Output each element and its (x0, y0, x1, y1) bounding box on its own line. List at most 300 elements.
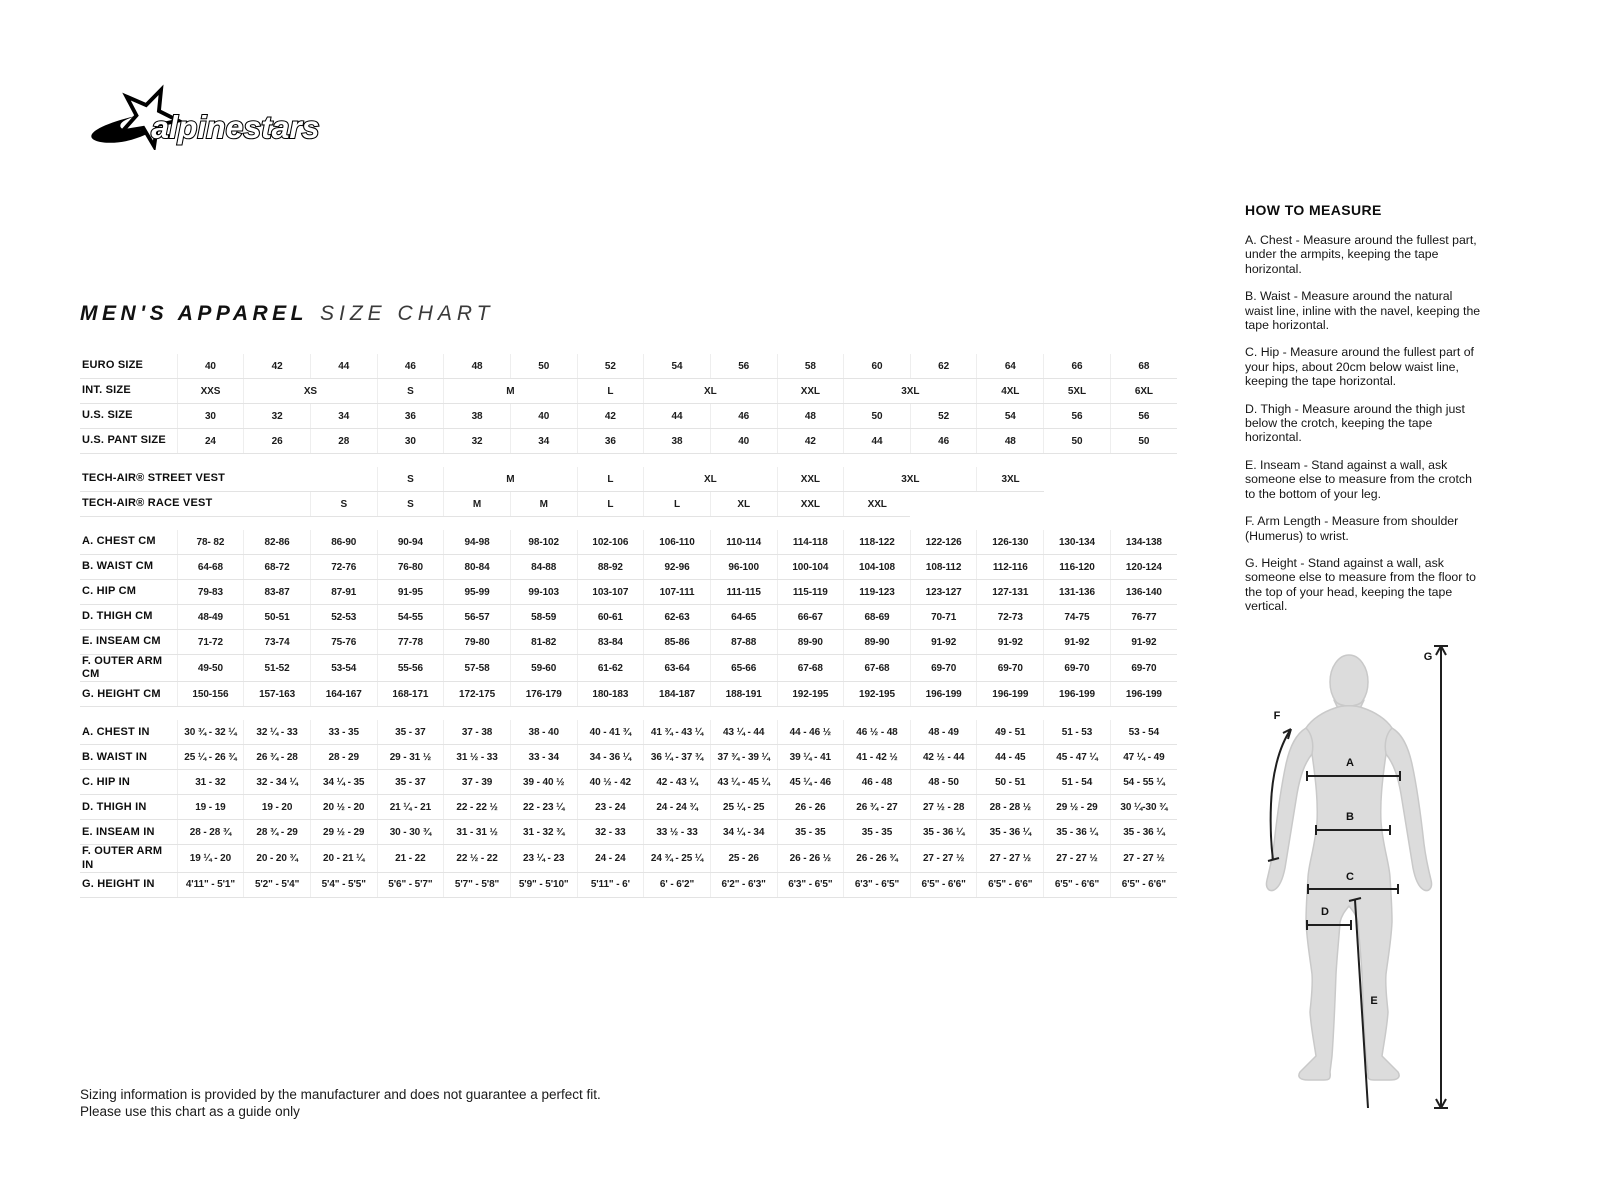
size-table-row (80, 630, 1177, 655)
size-cell: 48 (977, 429, 1044, 454)
size-cell: 6' - 6'2" (644, 872, 711, 897)
size-cell: 44 - 46 ½ (777, 720, 844, 745)
size-cell: 51-52 (244, 655, 311, 682)
size-cell: 28 ¾ - 29 (244, 820, 311, 845)
size-cell: 5'4" - 5'5" (310, 872, 377, 897)
size-cell: 24 ¾ - 25 ¼ (644, 845, 711, 872)
size-cell: 188-191 (710, 682, 777, 707)
row-label: TECH-AIR® RACE VEST (80, 492, 310, 517)
size-cell: 4XL (977, 379, 1044, 404)
size-cell: 46 (377, 354, 444, 379)
size-cell: 67-68 (844, 655, 911, 682)
row-label: E. INSEAM CM (80, 630, 177, 655)
size-cell: L (577, 492, 644, 517)
row-label: F. OUTER ARM CM (80, 655, 177, 682)
size-cell: 115-119 (777, 580, 844, 605)
size-cell: 89-90 (844, 630, 911, 655)
size-cell: 91-92 (977, 630, 1044, 655)
size-cell: 42 - 43 ¼ (644, 770, 711, 795)
size-cell: 68-69 (844, 605, 911, 630)
size-cell: 38 (644, 429, 711, 454)
size-cell: 80-84 (444, 555, 511, 580)
size-cell: 58-59 (510, 605, 577, 630)
how-to-measure-heading: HOW TO MEASURE (1245, 202, 1382, 218)
size-cell: 134-138 (1110, 530, 1177, 555)
row-label: U.S. PANT SIZE (80, 429, 177, 454)
size-cell: 6'5" - 6'6" (1110, 872, 1177, 897)
figure-label-thigh: D (1321, 906, 1329, 918)
size-cell: 82-86 (244, 530, 311, 555)
size-cell: 68-72 (244, 555, 311, 580)
size-cell: 59-60 (510, 655, 577, 682)
size-cell: L (644, 492, 711, 517)
size-cell: 69-70 (910, 655, 977, 682)
size-cell: 69-70 (977, 655, 1044, 682)
size-cell: 31 ½ - 33 (444, 745, 511, 770)
size-cell: 192-195 (844, 682, 911, 707)
measure-instruction-inseam: E. Inseam - Stand against a wall, ask someone else to measure from the crotch to the bottom of your leg. (1245, 457, 1472, 501)
size-table-row (80, 682, 1177, 707)
size-cell: 53-54 (310, 655, 377, 682)
disclaimer-line-1: Sizing information is provided by the manufacturer and does not guarantee a perfect fit. (80, 1087, 601, 1102)
size-cell: 35 - 35 (844, 820, 911, 845)
size-cell: 52 (577, 354, 644, 379)
size-cell: 23 ¼ - 23 (510, 845, 577, 872)
size-cell: 119-123 (844, 580, 911, 605)
size-cell: 131-136 (1044, 580, 1111, 605)
size-cell: 92-96 (644, 555, 711, 580)
size-cell: 34 - 36 ¼ (577, 745, 644, 770)
size-cell: 46 (910, 429, 977, 454)
size-cell: 42 ½ - 44 (910, 745, 977, 770)
size-cell: 45 ¼ - 46 (777, 770, 844, 795)
size-cell: 24 - 24 (577, 845, 644, 872)
size-cell: 29 ½ - 29 (1044, 795, 1111, 820)
size-cell: 34 (310, 404, 377, 429)
row-label: C. HIP CM (80, 580, 177, 605)
size-cell: 79-83 (177, 580, 244, 605)
size-cell: 83-87 (244, 580, 311, 605)
size-cell: 24 - 24 ¾ (644, 795, 711, 820)
size-cell: 196-199 (910, 682, 977, 707)
size-cell: XXL (777, 379, 844, 404)
size-cell: 91-95 (377, 580, 444, 605)
figure-right-arm (1385, 728, 1431, 891)
size-cell: 40 - 41 ¾ (577, 720, 644, 745)
size-table-row (80, 872, 1177, 897)
size-cell: 30 ¼-30 ¾ (1110, 795, 1177, 820)
size-cell: 3XL (977, 467, 1044, 492)
page-title-sub: SIZE CHART (320, 302, 495, 325)
size-cell: M (444, 467, 577, 492)
measure-instruction-waist: B. Waist - Measure around the natural waist line, inline with the navel, keeping the tape horizontal. (1245, 289, 1481, 333)
size-cell: 66-67 (777, 605, 844, 630)
size-cell: 114-118 (777, 530, 844, 555)
size-cell: 30 - 30 ¾ (377, 820, 444, 845)
size-cell: 5'2" - 5'4" (244, 872, 311, 897)
size-cell: 77-78 (377, 630, 444, 655)
row-label: G. HEIGHT IN (80, 872, 177, 897)
size-cell: 95-99 (444, 580, 511, 605)
size-cell: XL (644, 467, 777, 492)
size-cell: 69-70 (1044, 655, 1111, 682)
size-table-row (80, 720, 1177, 745)
size-cell: 30 (377, 429, 444, 454)
size-cell: 4'11" - 5'1" (177, 872, 244, 897)
size-cell: 34 ¼ - 35 (310, 770, 377, 795)
size-cell: 26 ¾ - 28 (244, 745, 311, 770)
size-cell: 50 (1110, 429, 1177, 454)
size-cell: 26 - 26 ¾ (844, 845, 911, 872)
size-cell: 56 (1044, 404, 1111, 429)
size-cell: 196-199 (977, 682, 1044, 707)
size-cell: 52 (910, 404, 977, 429)
size-cell: 32 - 34 ¼ (244, 770, 311, 795)
size-cell: 5'6" - 5'7" (377, 872, 444, 897)
body-diagram-icon (1228, 622, 1560, 1114)
size-cell: 38 (444, 404, 511, 429)
size-cell: 75-76 (310, 630, 377, 655)
size-cell: 3XL (844, 379, 977, 404)
size-cell: 69-70 (1110, 655, 1177, 682)
size-cell: 136-140 (1110, 580, 1177, 605)
size-cell: 6'3" - 6'5" (844, 872, 911, 897)
figure-label-inseam: E (1370, 995, 1378, 1007)
size-cell: 32 (244, 404, 311, 429)
row-label: D. THIGH CM (80, 605, 177, 630)
row-label: D. THIGH IN (80, 795, 177, 820)
size-cell: 50-51 (244, 605, 311, 630)
size-cell: 196-199 (1044, 682, 1111, 707)
size-cell: 44 (844, 429, 911, 454)
size-cell: 21 ¼ - 21 (377, 795, 444, 820)
size-table-row (80, 845, 1177, 872)
size-cell: 157-163 (244, 682, 311, 707)
size-cell: 56 (1110, 404, 1177, 429)
size-cell: 103-107 (577, 580, 644, 605)
size-cell: XL (644, 379, 777, 404)
size-cell: 45 - 47 ¼ (1044, 745, 1111, 770)
size-cell: 106-110 (644, 530, 711, 555)
size-cell: 37 - 38 (444, 720, 511, 745)
alpinestars-logo-icon (76, 80, 356, 150)
figure-label-arm: F (1273, 710, 1281, 722)
size-cell: 21 - 22 (377, 845, 444, 872)
how-to-measure-section (1245, 202, 1483, 627)
measure-instruction-chest: A. Chest - Measure around the fullest part, under the armpits, keeping the tape horizontal. (1245, 233, 1477, 276)
size-cell: 6'3" - 6'5" (777, 872, 844, 897)
size-table-container (80, 354, 1177, 898)
size-table-row (80, 379, 1177, 404)
size-cell: 51 - 53 (1044, 720, 1111, 745)
figure-label-height: G (1423, 651, 1433, 663)
size-cell: 49-50 (177, 655, 244, 682)
size-cell: 96-100 (710, 555, 777, 580)
size-cell: 41 ¾ - 43 ¼ (644, 720, 711, 745)
size-cell: 26 - 26 (777, 795, 844, 820)
size-table-row (80, 429, 1177, 454)
size-cell: 29 - 31 ½ (377, 745, 444, 770)
size-cell: 49 - 51 (977, 720, 1044, 745)
size-table-row (80, 605, 1177, 630)
size-cell: 196-199 (1110, 682, 1177, 707)
size-cell: 3XL (844, 467, 977, 492)
size-cell: 35 - 37 (377, 720, 444, 745)
size-cell: 65-66 (710, 655, 777, 682)
table-group-spacer (80, 707, 1177, 721)
size-cell: 6'2" - 6'3" (710, 872, 777, 897)
size-cell: 168-171 (377, 682, 444, 707)
size-cell: 66 (1044, 354, 1111, 379)
size-cell: 43 ¼ - 44 (710, 720, 777, 745)
figure-label-chest: A (1346, 757, 1354, 769)
size-cell: 33 - 34 (510, 745, 577, 770)
size-cell: 120-124 (1110, 555, 1177, 580)
size-cell: 57-58 (444, 655, 511, 682)
size-cell: 116-120 (1044, 555, 1111, 580)
size-table-row (80, 745, 1177, 770)
size-cell: S (377, 492, 444, 517)
size-cell: 76-80 (377, 555, 444, 580)
size-cell: 87-91 (310, 580, 377, 605)
size-cell: 24 (177, 429, 244, 454)
size-cell: XXL (777, 492, 844, 517)
row-label: E. INSEAM IN (80, 820, 177, 845)
size-cell: 104-108 (844, 555, 911, 580)
size-table-row (80, 467, 1177, 492)
size-cell: 27 - 27 ½ (1044, 845, 1111, 872)
size-cell: 38 - 40 (510, 720, 577, 745)
size-cell: 46 ½ - 48 (844, 720, 911, 745)
size-cell: 36 (577, 429, 644, 454)
size-cell: 81-82 (510, 630, 577, 655)
size-cell: 27 - 27 ½ (910, 845, 977, 872)
size-cell: 74-75 (1044, 605, 1111, 630)
size-cell: 40 (710, 429, 777, 454)
row-label: TECH-AIR® STREET VEST (80, 467, 377, 492)
logo-wordmark: alpinestars (151, 109, 320, 146)
size-cell: 30 ¾ - 32 ¼ (177, 720, 244, 745)
row-label: B. WAIST CM (80, 555, 177, 580)
size-cell: 55-56 (377, 655, 444, 682)
size-cell: 44 - 45 (977, 745, 1044, 770)
size-table-row (80, 354, 1177, 379)
row-label: B. WAIST IN (80, 745, 177, 770)
size-table-row (80, 795, 1177, 820)
size-cell: 64-68 (177, 555, 244, 580)
empty-cell (1044, 467, 1177, 492)
size-cell: 127-131 (977, 580, 1044, 605)
size-cell: 6XL (1110, 379, 1177, 404)
size-cell: 56-57 (444, 605, 511, 630)
size-cell: 22 - 22 ½ (444, 795, 511, 820)
row-label: A. CHEST IN (80, 720, 177, 745)
size-cell: 50 (1044, 429, 1111, 454)
size-table-row (80, 820, 1177, 845)
size-cell: 84-88 (510, 555, 577, 580)
size-cell: 28 - 28 ½ (977, 795, 1044, 820)
size-cell: 27 - 27 ½ (1110, 845, 1177, 872)
size-cell: 28 - 29 (310, 745, 377, 770)
size-cell: L (577, 379, 644, 404)
size-cell: 48 (777, 404, 844, 429)
size-cell: 34 ¼ - 34 (710, 820, 777, 845)
figure-left-arm (1266, 728, 1312, 891)
size-cell: 28 - 28 ¾ (177, 820, 244, 845)
size-cell: 22 - 23 ¼ (510, 795, 577, 820)
size-cell: 86-90 (310, 530, 377, 555)
size-cell: 91-92 (1110, 630, 1177, 655)
size-cell: 61-62 (577, 655, 644, 682)
page-title (80, 302, 494, 326)
size-cell: 48-49 (177, 605, 244, 630)
size-cell: 31 - 32 (177, 770, 244, 795)
size-cell: 37 ¾ - 39 ¼ (710, 745, 777, 770)
size-table-row (80, 580, 1177, 605)
size-cell: 32 - 33 (577, 820, 644, 845)
size-cell: 99-103 (510, 580, 577, 605)
size-cell: 19 - 19 (177, 795, 244, 820)
size-cell: 6'5" - 6'6" (1044, 872, 1111, 897)
size-cell: 83-84 (577, 630, 644, 655)
size-cell: 192-195 (777, 682, 844, 707)
size-cell: 27 - 27 ½ (977, 845, 1044, 872)
row-label: A. CHEST CM (80, 530, 177, 555)
row-label: INT. SIZE (80, 379, 177, 404)
measure-instruction-thigh: D. Thigh - Measure around the thigh just below the crotch, keeping the tape horizontal. (1245, 401, 1465, 445)
size-cell: 43 ¼ - 45 ¼ (710, 770, 777, 795)
size-cell: 48 (444, 354, 511, 379)
size-cell: 63-64 (644, 655, 711, 682)
size-cell: 29 ½ - 29 (310, 820, 377, 845)
size-cell: 91-92 (910, 630, 977, 655)
size-cell: 33 ½ - 33 (644, 820, 711, 845)
size-cell: 25 ¼ - 26 ¾ (177, 745, 244, 770)
size-cell: S (377, 467, 444, 492)
size-cell: 108-112 (910, 555, 977, 580)
size-cell: 34 (510, 429, 577, 454)
size-cell: 47 ¼ - 49 (1110, 745, 1177, 770)
size-cell: 31 - 32 ¾ (510, 820, 577, 845)
empty-cell (910, 492, 1177, 517)
measurement-figure (1228, 622, 1560, 1114)
size-cell: 50 (844, 404, 911, 429)
size-cell: 184-187 (644, 682, 711, 707)
size-cell: 46 (710, 404, 777, 429)
size-cell: XXS (177, 379, 244, 404)
size-cell: 44 (644, 404, 711, 429)
size-cell: 51 - 54 (1044, 770, 1111, 795)
size-cell: 62 (910, 354, 977, 379)
size-cell: S (377, 379, 444, 404)
size-cell: 33 - 35 (310, 720, 377, 745)
size-cell: 32 (444, 429, 511, 454)
size-cell: 27 ½ - 28 (910, 795, 977, 820)
size-cell: 20 - 20 ¾ (244, 845, 311, 872)
size-cell: 41 - 42 ½ (844, 745, 911, 770)
size-cell: 40 (177, 354, 244, 379)
size-cell: 130-134 (1044, 530, 1111, 555)
size-cell: 25 - 26 (710, 845, 777, 872)
alpinestars-logo (76, 80, 356, 155)
size-cell: 89-90 (777, 630, 844, 655)
size-table-row (80, 770, 1177, 795)
size-cell: 176-179 (510, 682, 577, 707)
size-cell: M (510, 492, 577, 517)
size-cell: S (310, 492, 377, 517)
size-cell: L (577, 467, 644, 492)
size-cell: 35 - 36 ¼ (977, 820, 1044, 845)
size-cell: XL (710, 492, 777, 517)
size-cell: 62-63 (644, 605, 711, 630)
size-cell: 5'9" - 5'10" (510, 872, 577, 897)
size-cell: 40 ½ - 42 (577, 770, 644, 795)
size-cell: 52-53 (310, 605, 377, 630)
size-cell: 64-65 (710, 605, 777, 630)
size-cell: 20 - 21 ¼ (310, 845, 377, 872)
size-cell: 85-86 (644, 630, 711, 655)
size-cell: 6'5" - 6'6" (977, 872, 1044, 897)
size-cell: 50 (510, 354, 577, 379)
measure-instruction-arm: F. Arm Length - Measure from shoulder (Humerus) to wrist. (1245, 514, 1459, 543)
size-cell: 35 - 37 (377, 770, 444, 795)
size-cell: 110-114 (710, 530, 777, 555)
size-cell: 54 (644, 354, 711, 379)
size-cell: 31 - 31 ½ (444, 820, 511, 845)
size-cell: 48 - 50 (910, 770, 977, 795)
size-cell: M (444, 492, 511, 517)
size-cell: 28 (310, 429, 377, 454)
size-cell: 26 - 26 ½ (777, 845, 844, 872)
measure-line-height (1434, 646, 1448, 1108)
size-cell: 111-115 (710, 580, 777, 605)
page-title-main: MEN'S APPAREL (80, 302, 309, 325)
size-table-row (80, 655, 1177, 682)
size-cell: 87-88 (710, 630, 777, 655)
size-cell: 25 ¼ - 25 (710, 795, 777, 820)
size-cell: 42 (244, 354, 311, 379)
size-cell: 48 - 49 (910, 720, 977, 745)
table-group-spacer (80, 454, 1177, 468)
size-cell: 30 (177, 404, 244, 429)
size-cell: 20 ½ - 20 (310, 795, 377, 820)
row-label: C. HIP IN (80, 770, 177, 795)
size-cell: 72-73 (977, 605, 1044, 630)
size-cell: 53 - 54 (1110, 720, 1177, 745)
size-cell: 60-61 (577, 605, 644, 630)
size-cell: XS (244, 379, 377, 404)
size-cell: 122-126 (910, 530, 977, 555)
size-cell: 35 - 36 ¼ (1044, 820, 1111, 845)
size-cell: 40 (510, 404, 577, 429)
size-cell: 100-104 (777, 555, 844, 580)
size-cell: 94-98 (444, 530, 511, 555)
size-cell: 50 - 51 (977, 770, 1044, 795)
size-cell: 107-111 (644, 580, 711, 605)
size-cell: 6'5" - 6'6" (910, 872, 977, 897)
size-cell: 54-55 (377, 605, 444, 630)
size-cell: 44 (310, 354, 377, 379)
size-cell: 98-102 (510, 530, 577, 555)
row-label: G. HEIGHT CM (80, 682, 177, 707)
size-cell: 5'7" - 5'8" (444, 872, 511, 897)
size-cell: 164-167 (310, 682, 377, 707)
size-cell: 76-77 (1110, 605, 1177, 630)
size-cell: 118-122 (844, 530, 911, 555)
size-table (80, 354, 1177, 898)
figure-label-hip: C (1346, 871, 1354, 883)
size-table-row (80, 530, 1177, 555)
